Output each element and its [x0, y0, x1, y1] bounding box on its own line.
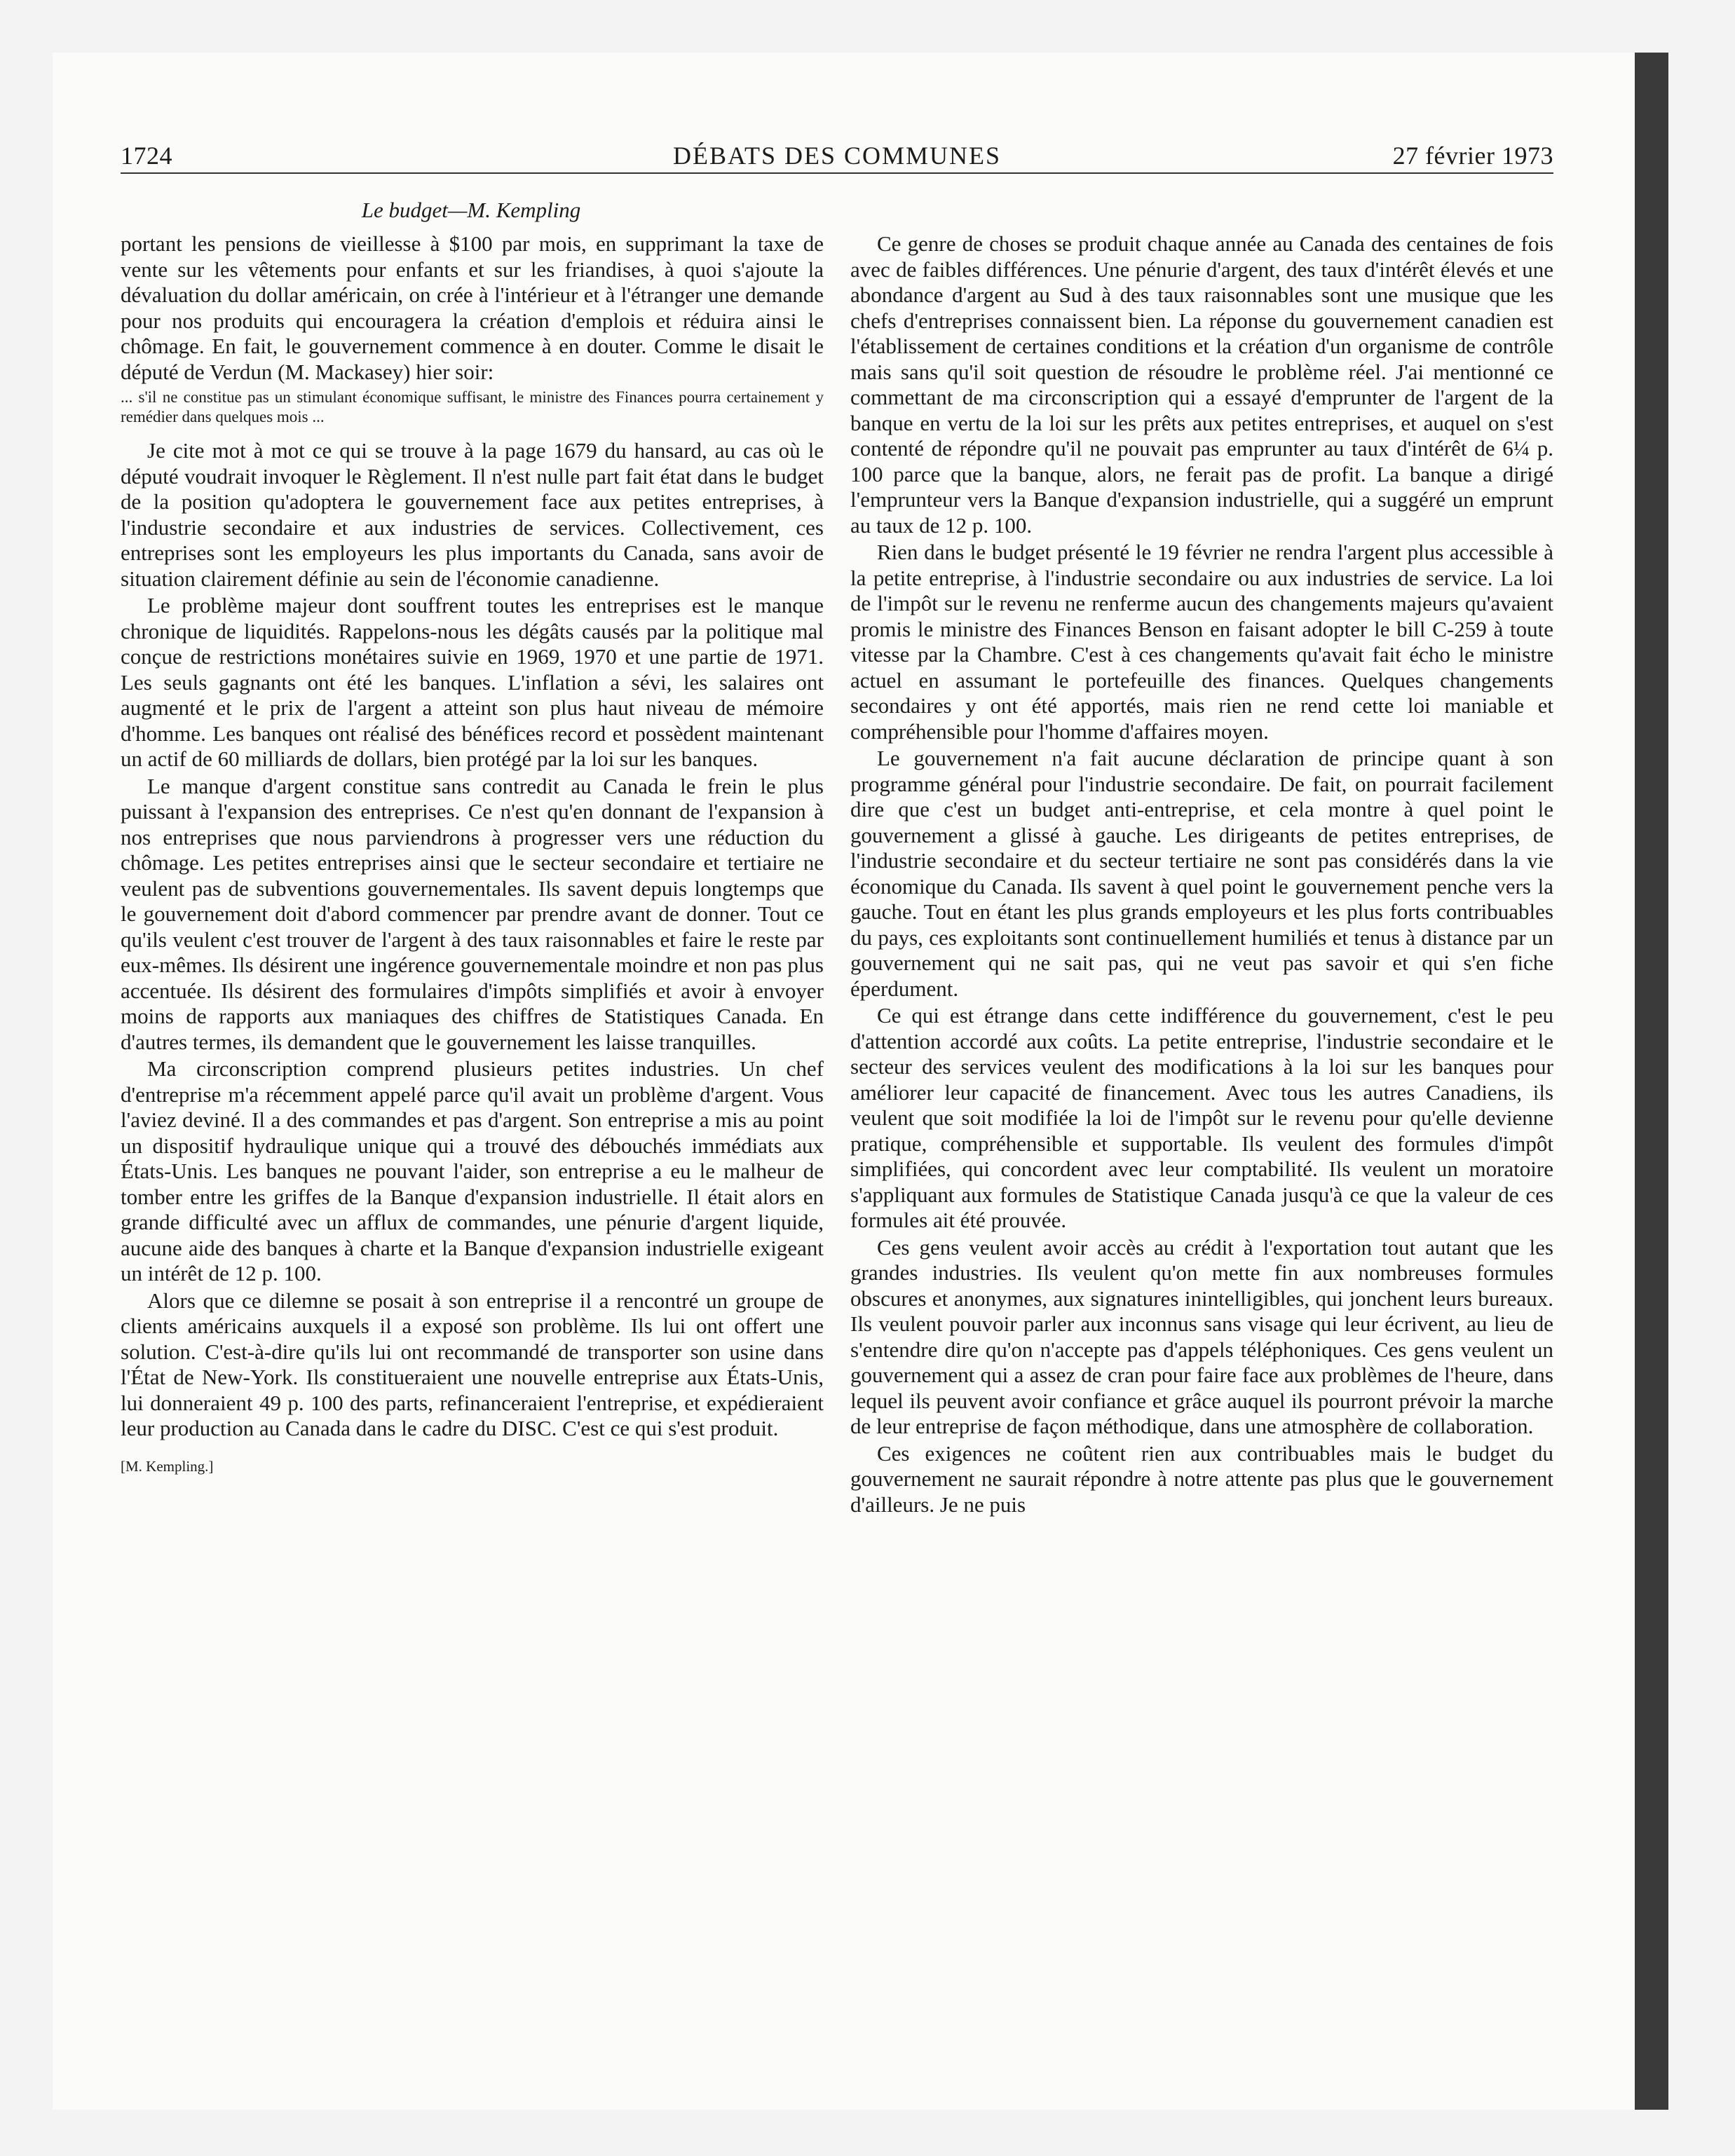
page-header: [121, 139, 1553, 174]
right-column: [850, 231, 1553, 1519]
paragraph: Ces exigences ne coûtent rien aux contribuables mais le budget du gouvernement ne saurait répondre à notre attente pas plus que le gouvernement d'ailleurs. Je ne puis: [850, 1440, 1553, 1517]
speaker-attribution: [M. Kempling.]: [121, 1457, 214, 1475]
paragraph: Ce qui est étrange dans cette indifférence du gouvernement, c'est le peu d'attention accordé aux coûts. La petite entreprise, l'industrie secondaire et le secteur des services veulent des modifications à la loi sur les banques pour améliorer leur capacité de financement. Avec tous les autres Canadiens, ils veulent que soit modifiée la loi de l'impôt sur le revenu pour qu'elle devienne pratique, compréhensible et supportable. Ils veulent des formules d'impôt simplifiées, qui concordent avec leur comptabilité. Ils veulent un moratoire s'appliquant aux formules de Statistique Canada jusqu'à ce que la valeur de ces formules ait été prouvée.: [850, 1003, 1553, 1232]
left-column: [121, 231, 824, 1477]
page-number: 1724: [121, 142, 172, 170]
paragraph: Le problème majeur dont souffrent toutes les entreprises est le manque chronique de liquidités. Rappelons-nous les dégâts causés par la politique mal conçue de restrictions monétaires suivie en 1969, 1970 et une partie de 1971. Les seuls gagnants ont été les banques. L'inflation a sévi, les salaires ont augmenté et le prix de l'argent a atteint son plus haut niveau de mémoire d'homme. Les banques ont réalisé des bénéfices record et possèdent maintenant un actif de 60 milliards de dollars, bien protégé par la loi sur les banques.: [121, 593, 824, 771]
running-subheader: Le budget—M. Kempling: [361, 198, 581, 222]
paragraph: Ce genre de choses se produit chaque année au Canada des centaines de fois avec de faibles différences. Une pénurie d'argent, des taux d'intérêt élevés et une abondance d'argent au Sud à des taux raisonnables sont une musique que les chefs d'entreprises connaissent bien. La réponse du gouvernement canadien est l'établissement de certaines conditions et la création d'un organisme de contrôle mais sans qu'il soit question de résoudre le problème réel. J'ai mentionné ce commettant de ma circonscription qui a essayé d'emprunter de l'argent de la banque en vertu de la loi sur les prêts aux petites entreprises, et auquel on s'est contenté de répondre qu'il ne pouvait pas emprunter au taux d'intérêt de 6¼ p. 100 parce que la banque, alors, ne ferait pas de profit. La banque a dirigé l'emprunteur vers la Banque d'expansion industrielle, qui a suggéré un emprunt au taux de 12 p. 100.: [850, 231, 1553, 538]
paragraph: Le gouvernement n'a fait aucune déclaration de principe quant à son programme général pour l'industrie secondaire. De fait, on pourrait facilement dire que c'est un budget anti-entreprise, et cela montre à quel point le gouvernement a glissé à gauche. Les dirigeants de petites entreprises, de l'industrie secondaire et du secteur tertiaire ne sont pas considérés dans la vie économique du Canada. Ils savent à quel point le gouvernement penche vers la gauche. Tout en étant les plus grands employeurs et les plus forts contribuables du pays, ces exploitants sont continuellement humiliés et tenus à distance par un gouvernement qui ne sait pas, qui ne veut pas savoir et qui s'en fiche éperdument.: [850, 746, 1553, 1001]
paragraph: Le manque d'argent constitue sans contredit au Canada le frein le plus puissant à l'expansion des entreprises. Ce n'est qu'en donnant de l'expansion à nos entreprises que nous parviendrons à progresser vers une réduction du chômage. Les petites entreprises ainsi que le secteur secondaire et tertiaire ne veulent pas de subventions gouvernementales. Ils savent depuis longtemps que le gouvernement doit d'abord commencer par prendre avant de donner. Tout ce qu'ils veulent c'est trouver de l'argent à des taux raisonnables et faire le reste par eux-mêmes. Ils désirent une ingérence gouvernementale moindre et non pas plus accentuée. Ils désirent des formulaires d'impôts simplifiés et avoir à envoyer moins de rapports aux maniaques des chiffres de Statistiques Canada. En d'autres termes, ils demandent que le gouvernement les laisse tranquilles.: [121, 773, 824, 1054]
paragraph: Ma circonscription comprend plusieurs petites industries. Un chef d'entreprise m'a récemment appelé parce qu'il avait un problème d'argent. Vous l'aviez deviné. Il a des commandes et pas d'argent. Son entreprise a mis au point un dispositif hydraulique unique qui a trouvé des débouchés immédiats aux États-Unis. Les banques ne pouvant l'aider, son entreprise a eu le malheur de tomber entre les griffes de la Banque d'expansion industrielle. Il était alors en grande difficulté avec un afflux de commandes, une pénurie d'argent liquide, aucune aide des banques à charte et la Banque d'expansion industrielle exigeant un intérêt de 12 p. 100.: [121, 1056, 824, 1285]
block-quote: ... s'il ne constitue pas un stimulant économique suffisant, le ministre des Finances pourra certainement y remédier dans quelques mois ...: [121, 388, 824, 425]
paragraph: portant les pensions de vieillesse à $100 par mois, en supprimant la taxe de vente sur les vêtements pour enfants et sur les friandises, à quoi s'ajoute la dévaluation du dollar américain, on crée à l'intérieur et à l'étranger une demande pour nos produits qui encouragera la création d'emplois et réduira ainsi le chômage. En fait, le gouvernement commence à en douter. Comme le disait le député de Verdun (M. Mackasey) hier soir:: [121, 231, 824, 384]
paragraph: Alors que ce dilemne se posait à son entreprise il a rencontré un groupe de clients américains auxquels il a exposé son problème. Ils lui ont offert une solution. C'est-à-dire qu'ils lui ont recommandé de transporter son usine dans l'État de New-York. Ils constitueraient une nouvelle entreprise aux États-Unis, lui donneraient 49 p. 100 des parts, refinanceraient l'entreprise, et expédieraient leur production au Canada dans le cadre du DISC. C'est ce qui s'est produit.: [121, 1288, 824, 1440]
paragraph: Je cite mot à mot ce qui se trouve à la page 1679 du hansard, au cas où le député voudrait invoquer le Règlement. Il n'est nulle part fait état dans le budget de la position qu'adoptera le gouvernement face aux petites entreprises, à l'industrie secondaire et aux industries de services. Collectivement, ces entreprises sont les employeurs les plus importants du Canada, sans avoir de situation clairement définie au sein de l'économie canadienne.: [121, 438, 824, 591]
publication-title: DÉBATS DES COMMUNES: [672, 142, 1002, 170]
paragraph: Rien dans le budget présenté le 19 février ne rendra l'argent plus accessible à la petite entreprise, à l'industrie secondaire ou aux industries de service. La loi de l'impôt sur le revenu ne renferme aucun des changements majeurs qu'avaient promis le ministre des Finances Benson en faisant adopter le bill C-259 à toute vitesse par la Chambre. C'est à ces changements qu'avait fait écho le ministre actuel en assumant le portefeuille des finances. Quelques changements secondaires y ont été apportés, mais rien ne rend cette loi maniable et compréhensible pour l'homme d'affaires moyen.: [850, 540, 1553, 744]
paragraph: Ces gens veulent avoir accès au crédit à l'exportation tout autant que les grandes industries. Ils veulent qu'on mette fin aux nombreuses formules obscures et anonymes, aux signatures inintelligibles, qui jonchent leurs bureaux. Ils veulent pouvoir parler aux inconnus sans visage qui leur écrivent, au lieu de s'entendre dire qu'on n'accepte pas d'appels téléphoniques. Ces gens veulent un gouvernement qui a assez de cran pour faire face aux problèmes de l'heure, dans lequel ils peuvent avoir confiance et grâce auquel ils pourront prévoir la marche de leur entreprise de façon méthodique, dans une atmosphère de collaboration.: [850, 1234, 1553, 1438]
page-date: 27 février 1973: [1392, 142, 1553, 170]
scan-edge-bar: [1635, 53, 1668, 2110]
